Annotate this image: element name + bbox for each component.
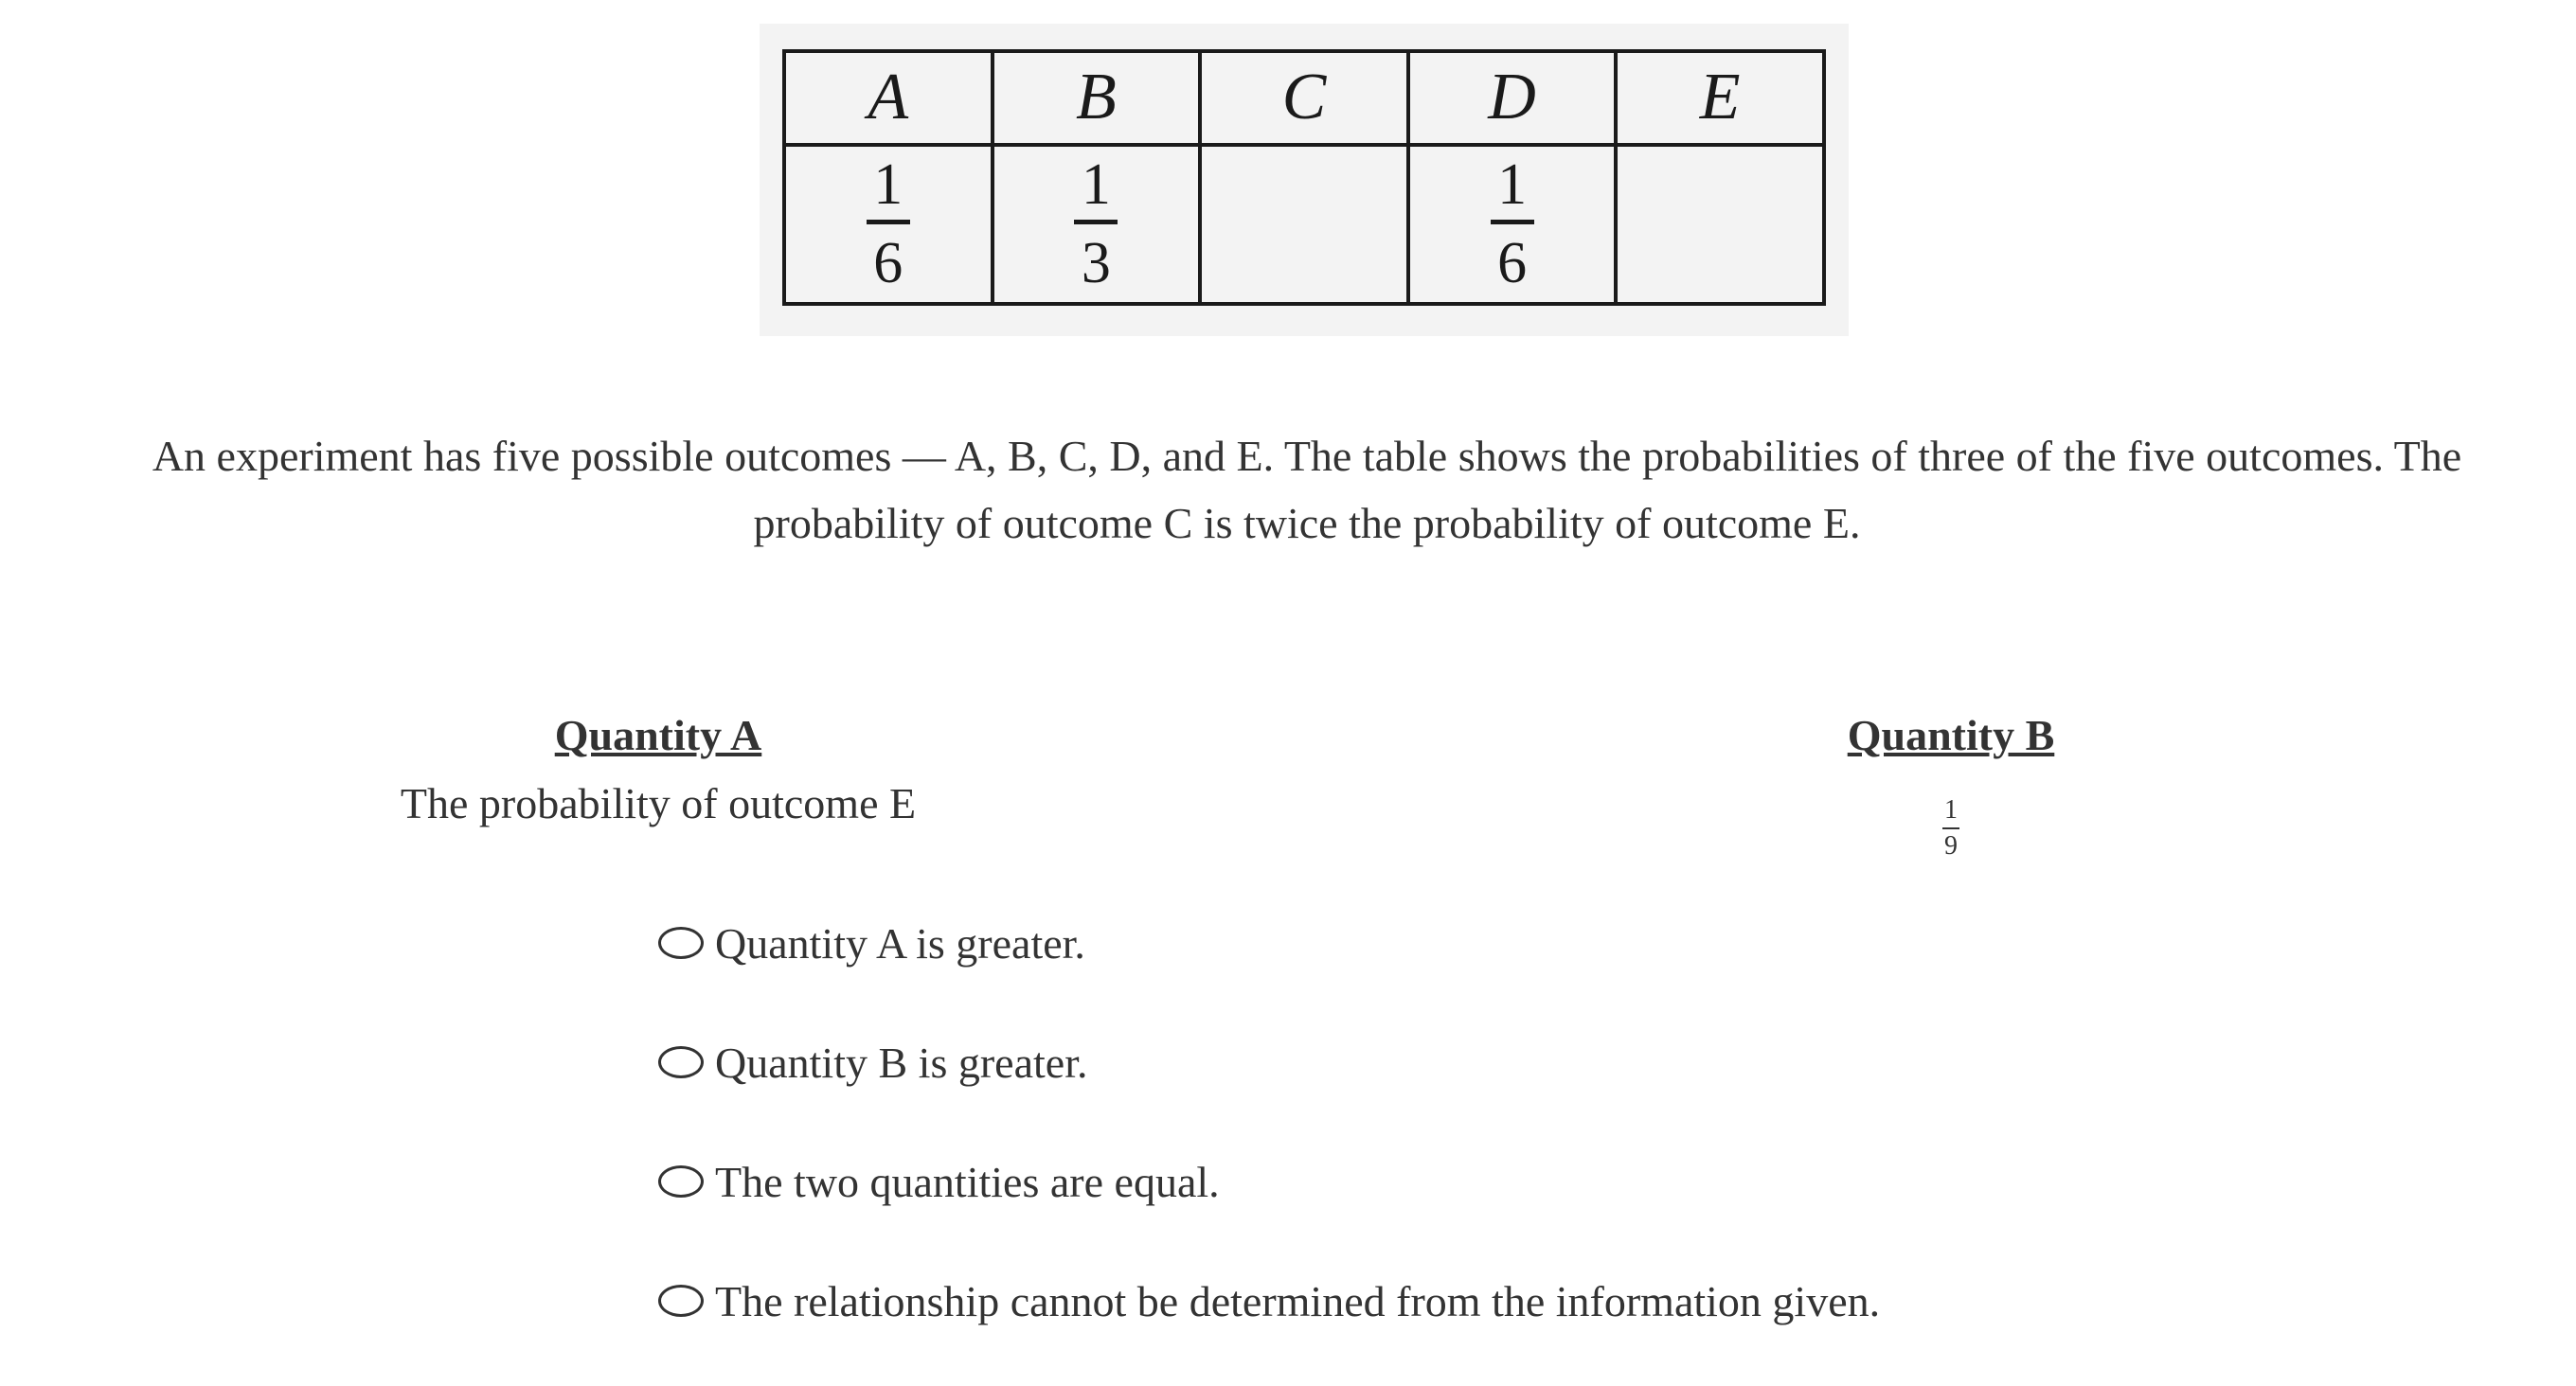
fraction-denominator: 6 [1497, 231, 1528, 296]
table-header-row [784, 51, 1824, 145]
probability-table [782, 49, 1826, 306]
quantity-b-column [1799, 707, 2102, 860]
fraction-denominator: 6 [873, 231, 903, 296]
fraction-denominator: 3 [1081, 231, 1111, 296]
header-cell-d: D [1408, 51, 1617, 145]
fraction [1491, 152, 1534, 296]
radio-button[interactable] [658, 927, 704, 959]
quantity-b-fraction [1942, 797, 1959, 860]
value-cell-d [1408, 145, 1617, 304]
value-cell-a [784, 145, 993, 304]
table-value-row [784, 145, 1824, 304]
header-cell-a: A [784, 51, 993, 145]
quantity-a-value: The probability of outcome E [400, 779, 917, 827]
answer-choice-label: Quantity B is greater. [715, 1038, 1088, 1087]
answer-choices [658, 909, 2363, 1386]
radio-button[interactable] [658, 1285, 704, 1317]
value-cell-e [1616, 145, 1824, 304]
fraction [1074, 152, 1118, 296]
answer-choice-cannot-determine[interactable] [658, 1267, 2363, 1335]
fraction-numerator: 1 [1944, 795, 1958, 825]
answer-choice-label: Quantity A is greater. [715, 918, 1085, 968]
value-cell-b [993, 145, 1201, 304]
radio-button[interactable] [658, 1165, 704, 1198]
answer-choice-equal[interactable] [658, 1147, 2363, 1216]
answer-choice-b-greater[interactable] [658, 1028, 2363, 1096]
value-cell-c [1200, 145, 1408, 304]
quantity-b-value [1799, 775, 2102, 860]
answer-choice-label: The relationship cannot be determined from the information given. [715, 1276, 1881, 1325]
quantity-a-heading: Quantity A [554, 711, 762, 759]
question-stem: An experiment has five possible outcomes — A, B, C, D, and E. The table shows the probabilities of three of the five outcomes. The probability of outcome C is twice the probability of outcome E. [152, 432, 2462, 547]
answer-choice-a-greater[interactable] [658, 909, 2363, 977]
fraction-numerator: 1 [1497, 152, 1528, 218]
fraction-numerator: 1 [873, 152, 903, 218]
fraction-denominator: 9 [1944, 831, 1958, 861]
probability-table-image [760, 24, 1849, 336]
fraction [867, 152, 910, 296]
header-cell-b: B [993, 51, 1201, 145]
answer-choice-label: The two quantities are equal. [715, 1157, 1220, 1206]
radio-button[interactable] [658, 1046, 704, 1078]
quantity-a-column [360, 707, 957, 832]
fraction-bar [1942, 827, 1959, 829]
header-cell-c: C [1200, 51, 1408, 145]
quantity-b-heading: Quantity B [1847, 711, 2055, 759]
fraction-numerator: 1 [1081, 152, 1111, 218]
header-cell-e: E [1616, 51, 1824, 145]
